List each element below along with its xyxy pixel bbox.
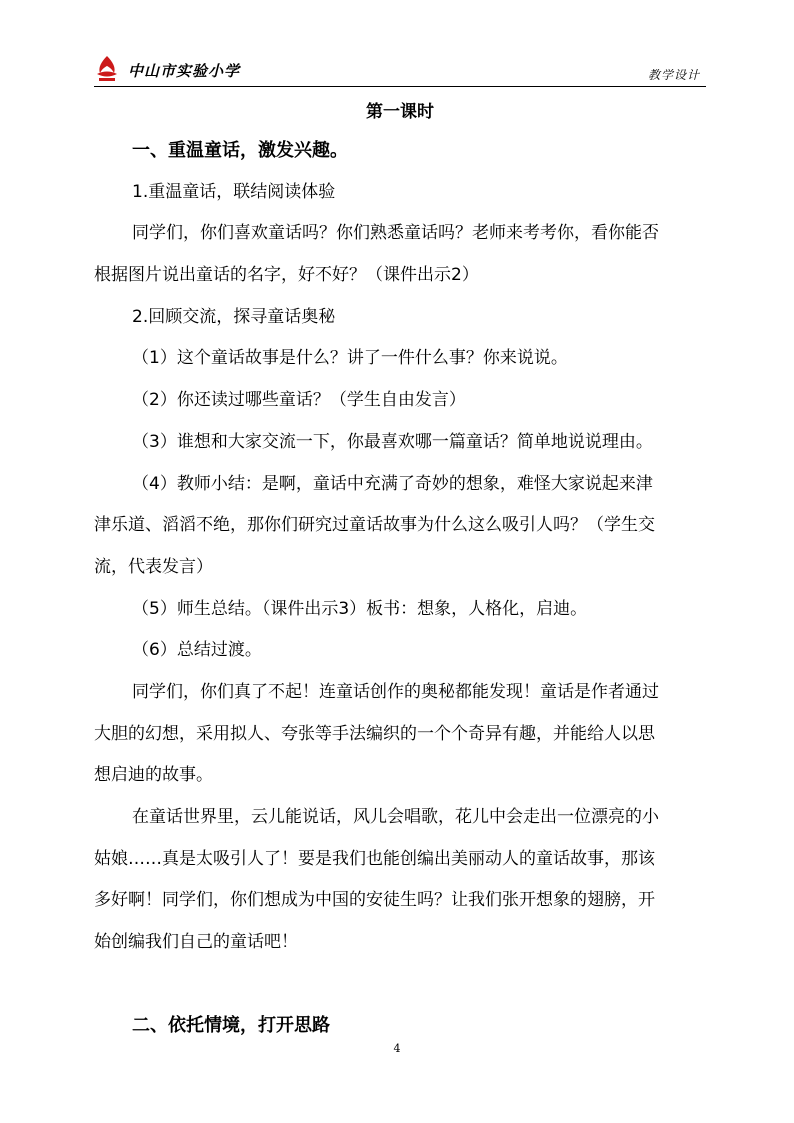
list-item: （2）你还读过哪些童话？（学生自由发言） bbox=[132, 390, 466, 411]
paragraph-line: 在童话世界里，云儿能说话，风儿会唱歌，花儿中会走出一位漂亮的小 bbox=[132, 807, 659, 827]
paragraph-line: 根据图片说出童话的名字，好不好？（课件出示2） bbox=[94, 265, 479, 286]
list-item: （3）谁想和大家交流一下，你最喜欢哪一篇童话？简单地说说理由。 bbox=[132, 431, 653, 452]
subheading-1: 1.重温童话，联结阅读体验 bbox=[132, 181, 336, 202]
paragraph-line: 姑娘……真是太吸引人了！要是我们也能创编出美丽动人的童话故事，那该 bbox=[94, 848, 655, 869]
school-name: 中山市实验小学 bbox=[128, 62, 241, 80]
header-divider bbox=[94, 86, 706, 87]
blank-line bbox=[94, 964, 714, 1006]
list-item: （4）教师小结：是啊，童话中充满了奇妙的想象，难怪大家说起来津 bbox=[132, 473, 653, 494]
section-heading-1: 一、重温童话，激发兴趣。 bbox=[132, 140, 348, 161]
paragraph-line: 想启迪的故事。 bbox=[94, 765, 213, 786]
document-body bbox=[94, 94, 714, 1047]
paragraph-line: 大胆的幻想，采用拟人、夸张等手法编织的一个个奇异有趣，并能给人以思 bbox=[94, 723, 655, 744]
page-header bbox=[94, 54, 706, 90]
paragraph-line: 多好啊！同学们，你们想成为中国的安徒生吗？让我们张开想象的翅膀，开 bbox=[94, 890, 655, 911]
paragraph-line: 津乐道、滔滔不绝，那你们研究过童话故事为什么这么吸引人吗？（学生交 bbox=[94, 515, 655, 536]
page-number: 4 bbox=[393, 1042, 401, 1055]
school-logo-icon bbox=[94, 54, 120, 84]
section-heading-2: 二、依托情境，打开思路 bbox=[132, 1015, 330, 1037]
list-item: （1）这个童话故事是什么？讲了一件什么事？你来说说。 bbox=[132, 348, 568, 369]
page-title: 第一课时 bbox=[366, 102, 434, 122]
paragraph-line: 同学们，你们喜欢童话吗？你们熟悉童话吗？老师来考考你，看你能否 bbox=[132, 223, 659, 244]
paragraph-line: 流，代表发言） bbox=[94, 556, 213, 577]
list-item: （5）师生总结。（课件出示3）板书：想象，人格化，启迪。 bbox=[132, 598, 588, 619]
document-type: 教学设计 bbox=[647, 68, 700, 82]
paragraph-line: 同学们，你们真了不起！连童话创作的奥秘都能发现！童话是作者通过 bbox=[132, 681, 659, 702]
subheading-2: 2.回顾交流，探寻童话奥秘 bbox=[132, 306, 336, 327]
list-item: （6）总结过渡。 bbox=[132, 640, 262, 661]
paragraph-line: 始创编我们自己的童话吧！ bbox=[94, 932, 298, 953]
